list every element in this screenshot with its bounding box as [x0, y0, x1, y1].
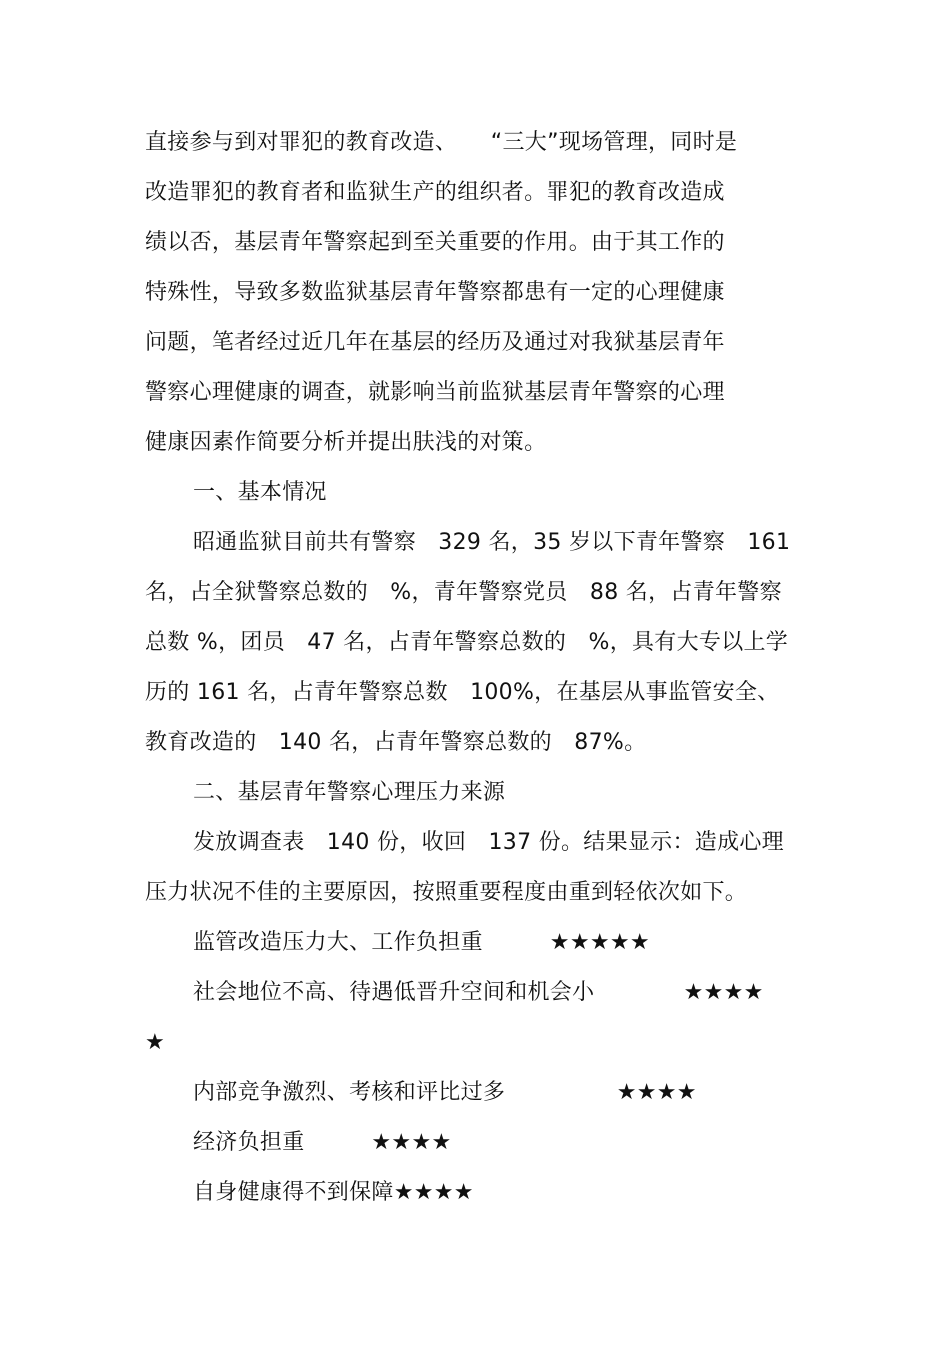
paragraph-line-14: 压力状况不佳的主要原因，按照重要程度由重到轻依次如下。 — [145, 880, 748, 905]
paragraph-line-10: 总数 %，团员 47 名，占青年警察总数的 %，具有大专以上学 — [145, 630, 789, 655]
paragraph-line-7: 健康因素作简要分析并提出肤浅的对策。 — [145, 430, 547, 455]
paragraph-line-3: 绩以否，基层青年警察起到至关重要的作用。由于其工作的 — [145, 230, 725, 255]
paragraph-line-13: 发放调查表 140 份，收回 137 份。结果显示：造成心理 — [193, 830, 784, 855]
paragraph-line-9: 名，占全狱警察总数的 %，青年警察党员 88 名，占青年警察 — [145, 580, 782, 605]
paragraph-line-2: 改造罪犯的教育者和监狱生产的组织者。罪犯的教育改造成 — [145, 180, 725, 205]
paragraph-line-12: 教育改造的 140 名，占青年警察总数的 87%。 — [145, 730, 647, 755]
paragraph-line-1: 直接参与到对罪犯的教育改造、 “三大”现场管理，同时是 — [145, 130, 738, 155]
paragraph-line-5: 问题，笔者经过近几年在基层的经历及通过对我狱基层青年 — [145, 330, 725, 355]
paragraph-line-8: 昭通监狱目前共有警察 329 名，35 岁以下青年警察 161 — [193, 530, 791, 555]
rating-item-economic: 经济负担重 ★★★★ — [193, 1130, 452, 1155]
rating-item-supervision: 监管改造压力大、工作负担重 ★★★★★ — [193, 930, 650, 955]
rating-item-competition: 内部竞争激烈、考核和评比过多 ★★★★ — [193, 1080, 697, 1105]
paragraph-line-4: 特殊性，导致多数监狱基层青年警察都患有一定的心理健康 — [145, 280, 725, 305]
section-heading-basic-info: 一、基本情况 — [193, 480, 327, 505]
paragraph-line-6: 警察心理健康的调查，就影响当前监狱基层青年警察的心理 — [145, 380, 725, 405]
rating-item-social-status-overflow: ★ — [145, 1030, 166, 1055]
section-heading-stress-sources: 二、基层青年警察心理压力来源 — [193, 780, 506, 805]
rating-item-social-status: 社会地位不高、待遇低晋升空间和机会小 ★★★★ — [193, 980, 764, 1005]
rating-item-health: 自身健康得不到保障★★★★ — [193, 1180, 474, 1205]
paragraph-line-11: 历的 161 名，占青年警察总数 100%，在基层从事监管安全、 — [145, 680, 780, 705]
